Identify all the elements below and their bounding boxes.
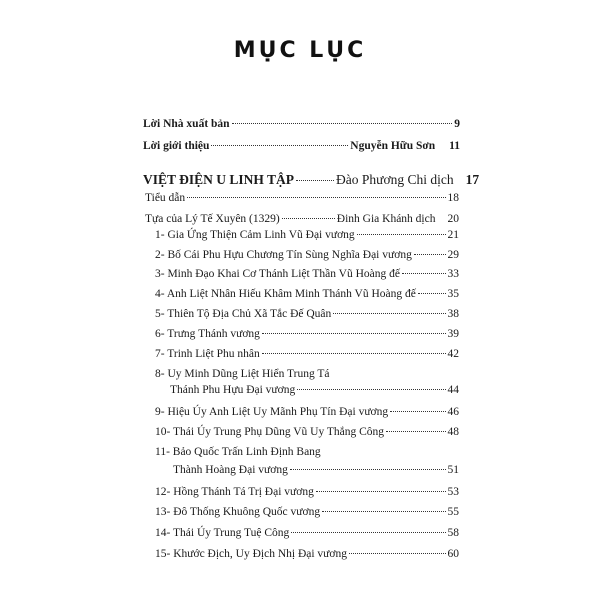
- toc-entry: [155, 288, 459, 300]
- toc-label-continuation: Thánh Phu Hựu Đại vương: [170, 384, 296, 396]
- toc-page-number: 35: [447, 288, 459, 300]
- dot-leader: [232, 123, 453, 124]
- toc-page-number: 39: [447, 328, 459, 340]
- toc-label: 10- Thái Úy Trung Phụ Dũng Vũ Uy Thắng Công: [155, 426, 385, 438]
- dot-leader: [290, 469, 446, 470]
- toc-page-number: 42: [447, 348, 459, 360]
- toc-row-introduction: [143, 140, 460, 152]
- toc-entry-first-line: 8- Uy Minh Dũng Liệt Hiển Trung Tá: [155, 368, 330, 380]
- toc-page-number: 60: [447, 548, 459, 560]
- toc-entry: [155, 229, 459, 241]
- toc-label: 9- Hiệu Úy Anh Liệt Uy Mãnh Phụ Tín Đại vương: [155, 406, 389, 418]
- toc-row-ly-te-xuyen-preface: [145, 213, 459, 225]
- toc-label: 12- Hồng Thánh Tá Trị Đại vương: [155, 486, 314, 498]
- toc-page-number: 11: [449, 140, 460, 152]
- dot-leader: [262, 333, 446, 334]
- toc-label: Lời giới thiệu: [143, 140, 210, 152]
- toc-label: 4- Anh Liệt Nhân Hiếu Khâm Minh Thánh Vũ Hoàng đế: [155, 288, 416, 300]
- dot-leader: [211, 145, 348, 146]
- toc-label: 13- Đô Thống Khuông Quốc vương: [155, 506, 321, 518]
- toc-page-number: 51: [447, 464, 459, 476]
- toc-label: 6- Trưng Thánh vương: [155, 328, 260, 340]
- dot-leader: [418, 293, 446, 294]
- dot-leader: [297, 389, 445, 390]
- dot-leader: [349, 553, 446, 554]
- toc-entry: [155, 548, 459, 560]
- toc-label: 14- Thái Úy Trung Tuệ Công: [155, 527, 290, 539]
- dot-leader: [316, 491, 446, 492]
- toc-label-continuation: Thành Hoàng Đại vương: [173, 464, 288, 476]
- toc-label: 1- Gia Ứng Thiện Cảm Linh Vũ Đại vương: [155, 229, 355, 241]
- toc-label: 3- Minh Đạo Khai Cơ Thánh Liệt Thần Vũ Hoàng đế: [155, 268, 400, 280]
- toc-page-number: 18: [447, 192, 459, 204]
- toc-entry: [155, 328, 459, 340]
- toc-page-number: 55: [447, 506, 459, 518]
- toc-entry: [155, 527, 459, 539]
- toc-translator: Đào Phương Chi dịch: [336, 172, 454, 187]
- toc-entry: [155, 348, 459, 360]
- toc-entry: [155, 249, 459, 261]
- toc-page-number: 44: [447, 384, 459, 396]
- dot-leader: [386, 431, 445, 432]
- toc-label: Lời Nhà xuất bản: [143, 118, 230, 130]
- toc-entry-first-line: 11- Bảo Quốc Trấn Linh Định Bang: [155, 446, 321, 458]
- page-title: MỤC LỤC: [233, 38, 367, 63]
- toc-entry: [155, 268, 459, 280]
- dot-leader: [390, 411, 445, 412]
- toc-translator: Nguyễn Hữu Sơn: [350, 140, 436, 152]
- dot-leader: [282, 218, 335, 219]
- toc-entry: [155, 486, 459, 498]
- toc-entry: [155, 506, 459, 518]
- toc-page-number: 58: [447, 527, 459, 539]
- toc-entry: [173, 464, 459, 476]
- toc-page-number: 53: [447, 486, 459, 498]
- dot-leader: [402, 273, 446, 274]
- toc-label: Tiểu dẫn: [145, 192, 186, 204]
- dot-leader: [262, 353, 446, 354]
- toc-entry: [155, 406, 459, 418]
- toc-page-number: 48: [447, 426, 459, 438]
- toc-entry: [170, 384, 459, 396]
- dot-leader: [187, 197, 445, 198]
- toc-row-preface-notes: [145, 192, 459, 204]
- dot-leader: [322, 511, 445, 512]
- toc-label: 7- Trinh Liệt Phu nhân: [155, 348, 260, 360]
- toc-label: Tựa của Lý Tế Xuyên (1329): [145, 213, 280, 225]
- toc-section-heading: [143, 172, 480, 188]
- dot-leader: [291, 532, 445, 533]
- toc-page-number: 21: [447, 229, 459, 241]
- toc-section-label: VIỆT ĐIỆN U LINH TẬP: [143, 172, 295, 187]
- toc-label: 5- Thiên Tộ Địa Chủ Xã Tắc Đế Quân: [155, 308, 332, 320]
- dot-leader: [357, 234, 446, 235]
- toc-entry: [155, 308, 459, 320]
- toc-label: 2- Bố Cái Phu Hựu Chương Tín Sùng Nghĩa Đại vương: [155, 249, 412, 261]
- dot-leader: [414, 254, 446, 255]
- toc-label: 15- Khước Địch, Uy Địch Nhị Đại vương: [155, 548, 347, 560]
- toc-translator: Đinh Gia Khánh dịch: [336, 213, 436, 225]
- toc-row-publisher-preface: [143, 118, 460, 130]
- toc-page-number: 29: [447, 249, 459, 261]
- toc-page-number: 33: [447, 268, 459, 280]
- dot-leader: [333, 313, 445, 314]
- toc-entry: [155, 426, 459, 438]
- toc-page-number: 17: [465, 172, 480, 187]
- toc-page-number: 20: [447, 213, 459, 225]
- dot-leader: [296, 180, 334, 181]
- toc-page-number: 9: [454, 118, 460, 130]
- toc-page-number: 46: [447, 406, 459, 418]
- toc-page-number: 38: [447, 308, 459, 320]
